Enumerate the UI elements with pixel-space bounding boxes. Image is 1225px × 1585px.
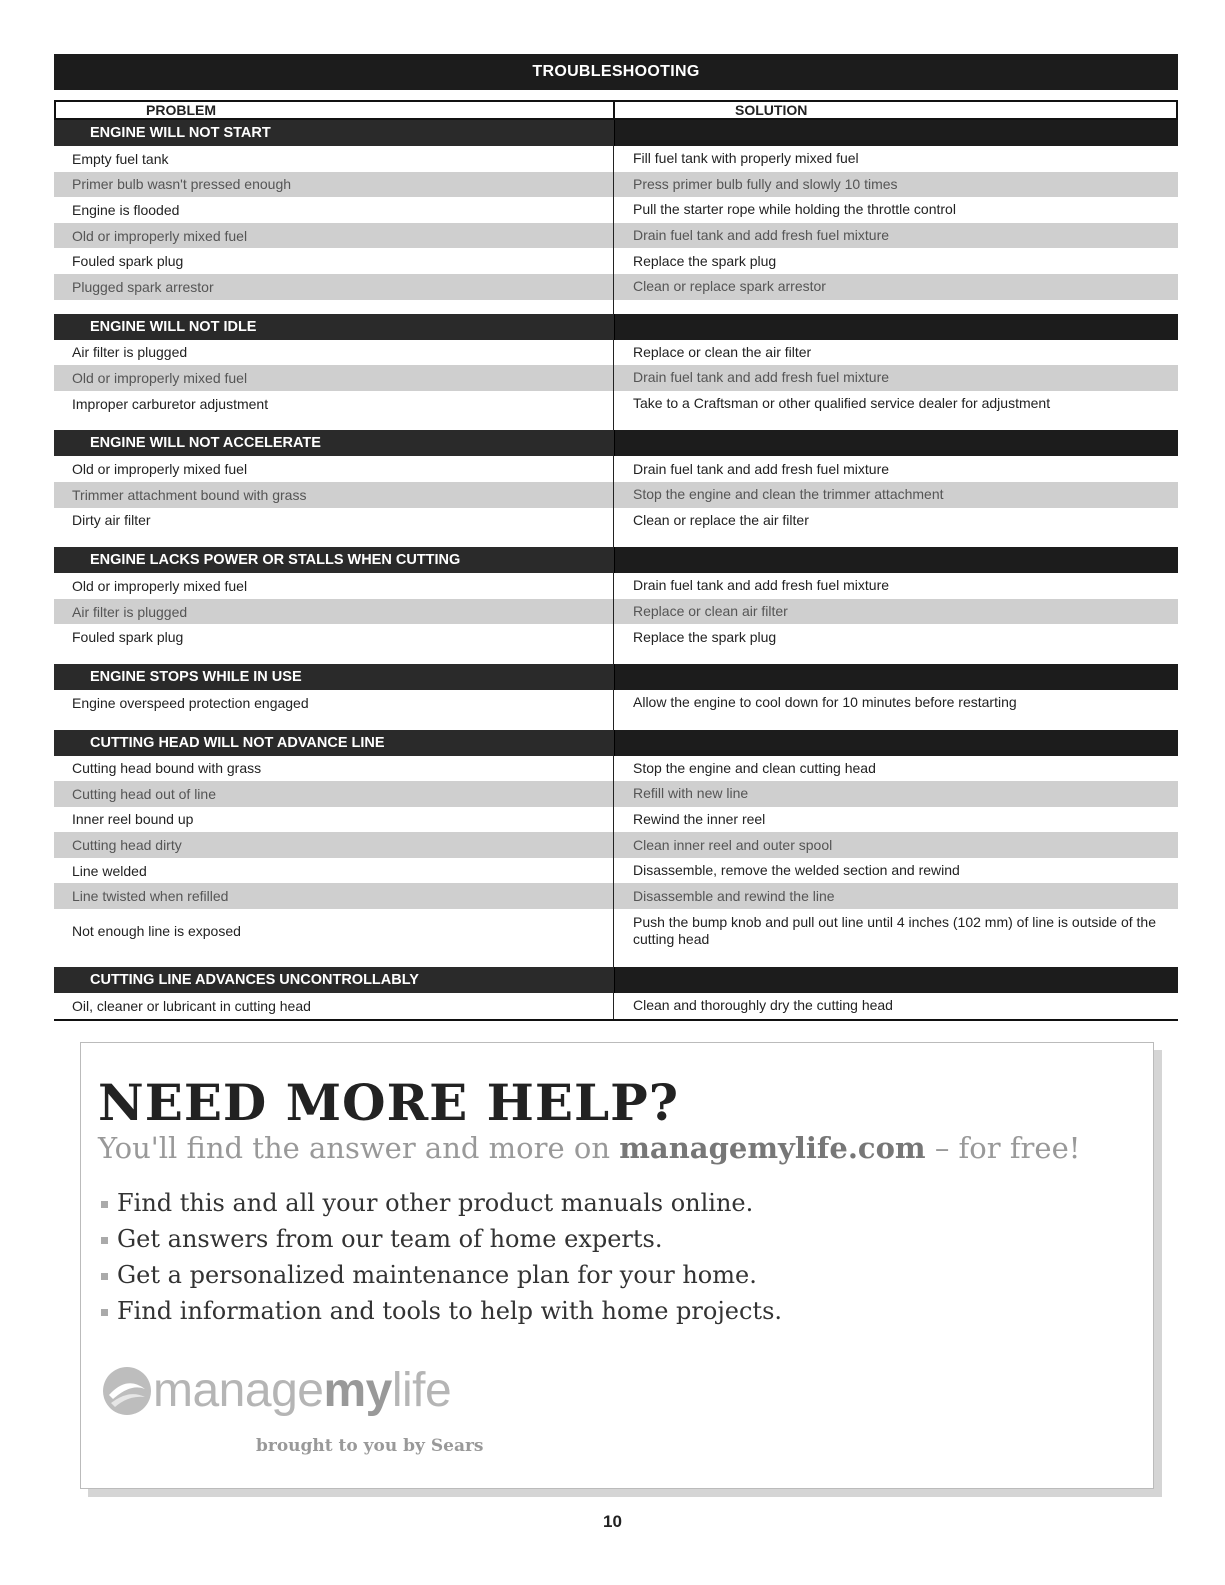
solution-cell: Replace or clean the air filter [633,343,812,360]
table-row [54,756,1178,782]
problem-cell: Old or improperly mixed fuel [54,365,614,391]
section-spacer [54,300,1178,314]
table-bottom-rule [54,1019,1178,1021]
solution-cell: Push the bump knob and pull out line until 4 inches (102 mm) of line is outside of the cutting head [633,914,1156,948]
trouble-section [54,314,1178,431]
solution-cell: Press primer bulb fully and slowly 10 times [633,175,898,192]
logo-wordmark [153,1363,451,1418]
solution-cell: Replace the spark plug [633,252,777,269]
help-box [80,1042,1154,1489]
table-row [54,573,1178,599]
help-bullet-text: Find this and all your other product manuals online. [117,1189,754,1217]
solution-cell: Clean and thoroughly dry the cutting head [633,997,893,1014]
solution-cell: Drain fuel tank and add fresh fuel mixture [633,369,890,386]
table-row [54,456,1178,482]
problem-cell: Not enough line is exposed [54,909,614,953]
table-row [54,274,1178,300]
problem-cell: Cutting head bound with grass [54,756,614,782]
problem-cell: Line welded [54,858,614,884]
section-heading-fill [614,314,1178,340]
help-bullet [101,1221,782,1257]
section-heading-fill [614,664,1178,690]
section-spacer [54,953,1178,967]
table-row [54,993,1178,1019]
table-row [54,248,1178,274]
help-bullet [101,1293,782,1329]
problem-cell: Old or improperly mixed fuel [54,223,614,249]
solution-cell: Clean or replace the air filter [633,511,809,528]
bullet-square-icon [101,1309,108,1316]
problem-cell: Old or improperly mixed fuel [54,573,614,599]
section-heading-bar [54,120,1178,146]
troubleshooting-table [54,54,1178,1021]
section-heading: ENGINE LACKS POWER OR STALLS WHEN CUTTING [54,547,614,573]
section-heading: ENGINE STOPS WHILE IN USE [54,664,614,690]
problem-cell: Cutting head dirty [54,832,614,858]
problem-cell: Inner reel bound up [54,807,614,833]
trouble-section [54,547,1178,664]
bullet-square-icon [101,1273,108,1280]
problem-cell: Line twisted when refilled [54,883,614,909]
solution-cell: Drain fuel tank and add fresh fuel mixture [633,227,890,244]
page-number: 10 [603,1512,622,1531]
logo-word-my: my [323,1364,392,1417]
solution-cell: Take to a Craftsman or other qualified service dealer for adjustment [633,395,1051,412]
table-row [54,172,1178,198]
table-row [54,909,1178,953]
table-row [54,599,1178,625]
help-bullet [101,1257,782,1293]
solution-cell: Stop the engine and clean cutting head [633,759,876,776]
section-heading-bar [54,314,1178,340]
section-heading-fill [614,547,1178,573]
solution-cell: Fill fuel tank with properly mixed fuel [633,150,859,167]
byline: brought to you by Sears [256,1436,484,1456]
solution-cell: Drain fuel tank and add fresh fuel mixture [633,460,890,477]
trouble-section [54,430,1178,547]
solution-cell: Replace or clean air filter [633,603,788,620]
managemylife-swirl-icon [101,1365,153,1417]
problem-cell: Trimmer attachment bound with grass [54,482,614,508]
help-subtitle-pre: You'll find the answer and more on [98,1131,620,1165]
section-spacer [54,716,1178,730]
section-spacer [54,650,1178,664]
problem-cell: Fouled spark plug [54,248,614,274]
trouble-section [54,967,1178,1019]
problem-cell: Fouled spark plug [54,624,614,650]
solution-cell: Drain fuel tank and add fresh fuel mixture [633,577,890,594]
solution-cell: Pull the starter rope while holding the throttle control [633,201,956,218]
trouble-section [54,120,1178,314]
section-heading-bar [54,430,1178,456]
table-row [54,340,1178,366]
section-heading-fill [614,120,1178,146]
table-row [54,365,1178,391]
table-row [54,781,1178,807]
section-heading: ENGINE WILL NOT START [54,120,614,146]
problem-cell: Air filter is plugged [54,599,614,625]
section-heading-bar [54,664,1178,690]
table-row [54,807,1178,833]
solution-cell: Refill with new line [633,785,749,802]
table-row [54,624,1178,650]
table-header [54,100,1178,120]
solution-cell: Replace the spark plug [633,628,777,645]
section-spacer-divider [54,953,614,967]
solution-cell: Rewind the inner reel [633,810,766,827]
bullet-square-icon [101,1201,108,1208]
section-spacer [54,533,1178,547]
help-bullet-text: Get a personalized maintenance plan for your home. [117,1261,757,1289]
section-heading: CUTTING HEAD WILL NOT ADVANCE LINE [54,730,614,756]
problem-cell: Empty fuel tank [54,146,614,172]
solution-cell: Disassemble, remove the welded section and rewind [633,862,960,879]
help-bullet-list [101,1185,782,1329]
help-subtitle [98,1131,1080,1165]
trouble-section [54,730,1178,968]
problem-cell: Dirty air filter [54,508,614,534]
section-heading-fill [614,967,1178,993]
section-heading: ENGINE WILL NOT IDLE [54,314,614,340]
problem-header: PROBLEM [56,102,615,118]
section-spacer-divider [54,300,614,314]
problem-cell: Old or improperly mixed fuel [54,456,614,482]
section-heading: ENGINE WILL NOT ACCELERATE [54,430,614,456]
table-row [54,690,1178,716]
section-spacer [54,416,1178,430]
table-row [54,197,1178,223]
problem-cell: Engine overspeed protection engaged [54,690,614,716]
section-heading: CUTTING LINE ADVANCES UNCONTROLLABLY [54,967,614,993]
problem-cell: Engine is flooded [54,197,614,223]
solution-cell: Allow the engine to cool down for 10 minutes before restarting [633,694,1017,711]
help-subtitle-site[interactable]: managemylife.com [619,1131,926,1165]
trouble-section [54,664,1178,730]
table-row [54,832,1178,858]
solution-cell: Disassemble and rewind the line [633,887,835,904]
section-heading-bar [54,967,1178,993]
table-row [54,391,1178,417]
troubleshooting-title: TROUBLESHOOTING [54,54,1178,90]
logo-word-manage: manage [153,1364,324,1417]
help-bullet [101,1185,782,1221]
solution-header: SOLUTION [735,102,808,118]
table-row [54,883,1178,909]
problem-cell: Cutting head out of line [54,781,614,807]
section-heading-fill [614,730,1178,756]
problem-cell: Primer bulb wasn't pressed enough [54,172,614,198]
section-spacer-divider [54,416,614,430]
solution-cell: Clean inner reel and outer spool [633,836,833,853]
section-heading-fill [614,430,1178,456]
solution-cell: Stop the engine and clean the trimmer attachment [633,486,944,503]
problem-cell: Air filter is plugged [54,340,614,366]
help-subtitle-post: – for free! [925,1131,1081,1165]
section-spacer-divider [54,716,614,730]
sections-container [54,120,1178,1019]
section-spacer-divider [54,650,614,664]
section-heading-bar [54,547,1178,573]
problem-cell: Improper carburetor adjustment [54,391,614,417]
help-bullet-text: Find information and tools to help with home projects. [117,1297,783,1325]
managemylife-logo [101,1363,451,1418]
help-title: NEED MORE HELP? [98,1073,680,1132]
table-row [54,508,1178,534]
logo-word-life: life [391,1364,452,1417]
section-heading-bar [54,730,1178,756]
problem-cell: Plugged spark arrestor [54,274,614,300]
bullet-square-icon [101,1237,108,1244]
section-spacer-divider [54,533,614,547]
table-row [54,146,1178,172]
solution-cell: Clean or replace spark arrestor [633,278,826,295]
problem-cell: Oil, cleaner or lubricant in cutting head [54,993,614,1019]
table-row [54,223,1178,249]
table-row [54,482,1178,508]
help-bullet-text: Get answers from our team of home experts. [117,1225,663,1253]
table-row [54,858,1178,884]
